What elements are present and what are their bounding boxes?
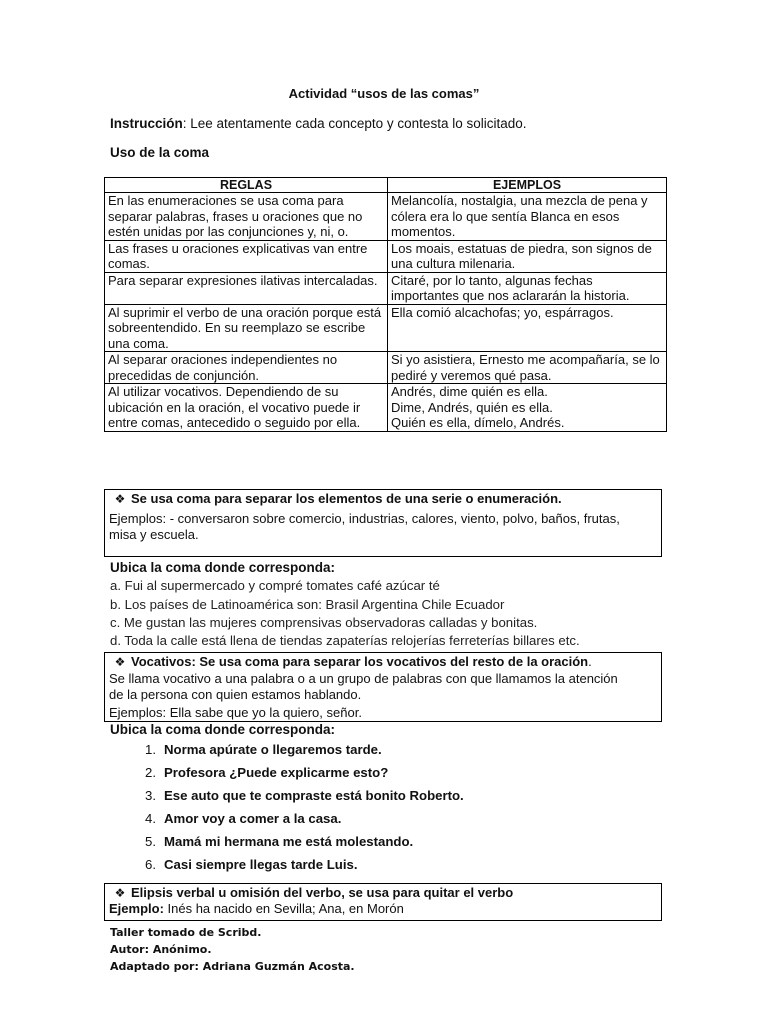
- enumeration-box: [104, 489, 662, 557]
- credit-line: Adaptado por: Adriana Guzmán Acosta.: [110, 960, 355, 973]
- exercise1-item: d. Toda la calle está llena de tiendas zapaterías relojerías ferreterías billares etc.: [110, 633, 580, 648]
- table-row: [105, 384, 667, 432]
- rules-table: [104, 177, 667, 432]
- example-cell: Los moais, estatuas de piedra, son signos de una cultura milenaria.: [388, 240, 667, 272]
- exercise1-title: Ubica la coma donde corresponda:: [110, 560, 336, 575]
- diamond-bullet-icon: ❖: [114, 655, 126, 669]
- enumeration-box-header: ❖ Se usa coma para separar los elementos de una serie o enumeración.: [105, 491, 661, 507]
- example-cell: Melancolía, nostalgia, una mezcla de pena y cólera era lo que sentía Blanca en esos momentos.: [388, 193, 667, 241]
- column-header-reglas: REGLAS: [105, 178, 388, 193]
- diamond-bullet-icon: ❖: [114, 886, 126, 900]
- exercise2-list: [110, 740, 464, 878]
- section-title: Uso de la coma: [110, 145, 210, 160]
- table-row: [105, 193, 667, 241]
- table-row: [105, 240, 667, 272]
- credits: [110, 924, 355, 975]
- list-item: 5. Mamá mi hermana me está molestando.: [145, 834, 414, 849]
- rule-cell: Al separar oraciones independientes no precedidas de conjunción.: [105, 352, 388, 384]
- table-row: [105, 304, 667, 352]
- vocativos-box-example: Ejemplos: Ella sabe que yo la quiero, señor.: [109, 705, 362, 720]
- exercise1-item: b. Los países de Latinoamérica son: Brasil Argentina Chile Ecuador: [110, 597, 505, 612]
- exercise1-item: a. Fui al supermercado y compré tomates café azúcar té: [110, 578, 440, 593]
- rule-cell: Al suprimir el verbo de una oración porque está sobreentendido. En su reemplazo se escribe una coma.: [105, 304, 388, 352]
- vocativos-box-body: Se llama vocativo a una palabra o a un grupo de palabras con que llamamos la atención de la persona con quien estamos hablando.: [109, 671, 618, 702]
- rule-cell: Las frases u oraciones explicativas van entre comas.: [105, 240, 388, 272]
- example-line: Dime, Andrés, quién es ella.: [391, 399, 553, 415]
- instruction-label: Instrucción: [110, 116, 183, 131]
- instruction: [110, 116, 527, 131]
- table-header-row: [105, 178, 667, 193]
- example-line: Andrés, dime quién es ella.: [391, 384, 548, 399]
- rule-cell: En las enumeraciones se usa coma para separar palabras, frases u oraciones que no estén unidas por las conjunciones y, ni, o.: [105, 193, 388, 241]
- example-cell: Citaré, por lo tanto, algunas fechas importantes que nos aclararán la historia.: [388, 272, 667, 304]
- rule-cell: Para separar expresiones ilativas intercaladas.: [105, 272, 388, 304]
- exercise2-title: Ubica la coma donde corresponda:: [110, 722, 336, 737]
- example-cell: Ella comió alcachofas; yo, espárragos.: [388, 304, 667, 352]
- table-row: [105, 272, 667, 304]
- credit-line: Taller tomado de Scribd.: [110, 926, 262, 939]
- diamond-bullet-icon: ❖: [114, 492, 126, 506]
- page-title: Actividad “usos de las comas”: [288, 86, 480, 101]
- list-item: 6. Casi siempre llegas tarde Luis.: [145, 857, 358, 872]
- credit-line: Autor: Anónimo.: [110, 943, 212, 956]
- column-header-ejemplos: EJEMPLOS: [388, 178, 667, 193]
- elipsis-box: [104, 883, 662, 921]
- instruction-text: : Lee atentamente cada concepto y contesta lo solicitado.: [182, 116, 527, 131]
- table-row: [105, 352, 667, 384]
- list-item: 4. Amor voy a comer a la casa.: [145, 811, 342, 826]
- list-item: 3. Ese auto que te compraste está bonito Roberto.: [145, 788, 464, 803]
- list-item: 1. Norma apúrate o llegaremos tarde.: [145, 742, 382, 757]
- rule-cell: Al utilizar vocativos. Dependiendo de su ubicación en la oración, el vocativo puede ir entre comas, antecedido o seguido por ella.: [105, 384, 388, 432]
- exercise1-item: c. Me gustan las mujeres comprensivas observadoras calladas y bonitas.: [110, 615, 538, 630]
- example-line: Quién es ella, dímelo, Andrés.: [391, 415, 565, 430]
- example-cell: Si yo asistiera, Ernesto me acompañaría, se lo pediré y veremos qué pasa.: [388, 352, 667, 384]
- elipsis-box-example: Ejemplo: Inés ha nacido en Sevilla; Ana, en Morón: [109, 901, 404, 916]
- vocativos-box: [104, 652, 662, 722]
- enumeration-box-body: Ejemplos: - conversaron sobre comercio, industrias, calores, viento, polvo, baños, frutas, misa y escuela.: [109, 511, 620, 542]
- list-item: 2. Profesora ¿Puede explicarme esto?: [145, 765, 389, 780]
- example-cell: [388, 384, 667, 432]
- elipsis-box-header: ❖ Elipsis verbal u omisión del verbo, se usa para quitar el verbo: [105, 885, 661, 901]
- vocativos-box-header: ❖ Vocativos: Se usa coma para separar los vocativos del resto de la oración.: [105, 654, 661, 670]
